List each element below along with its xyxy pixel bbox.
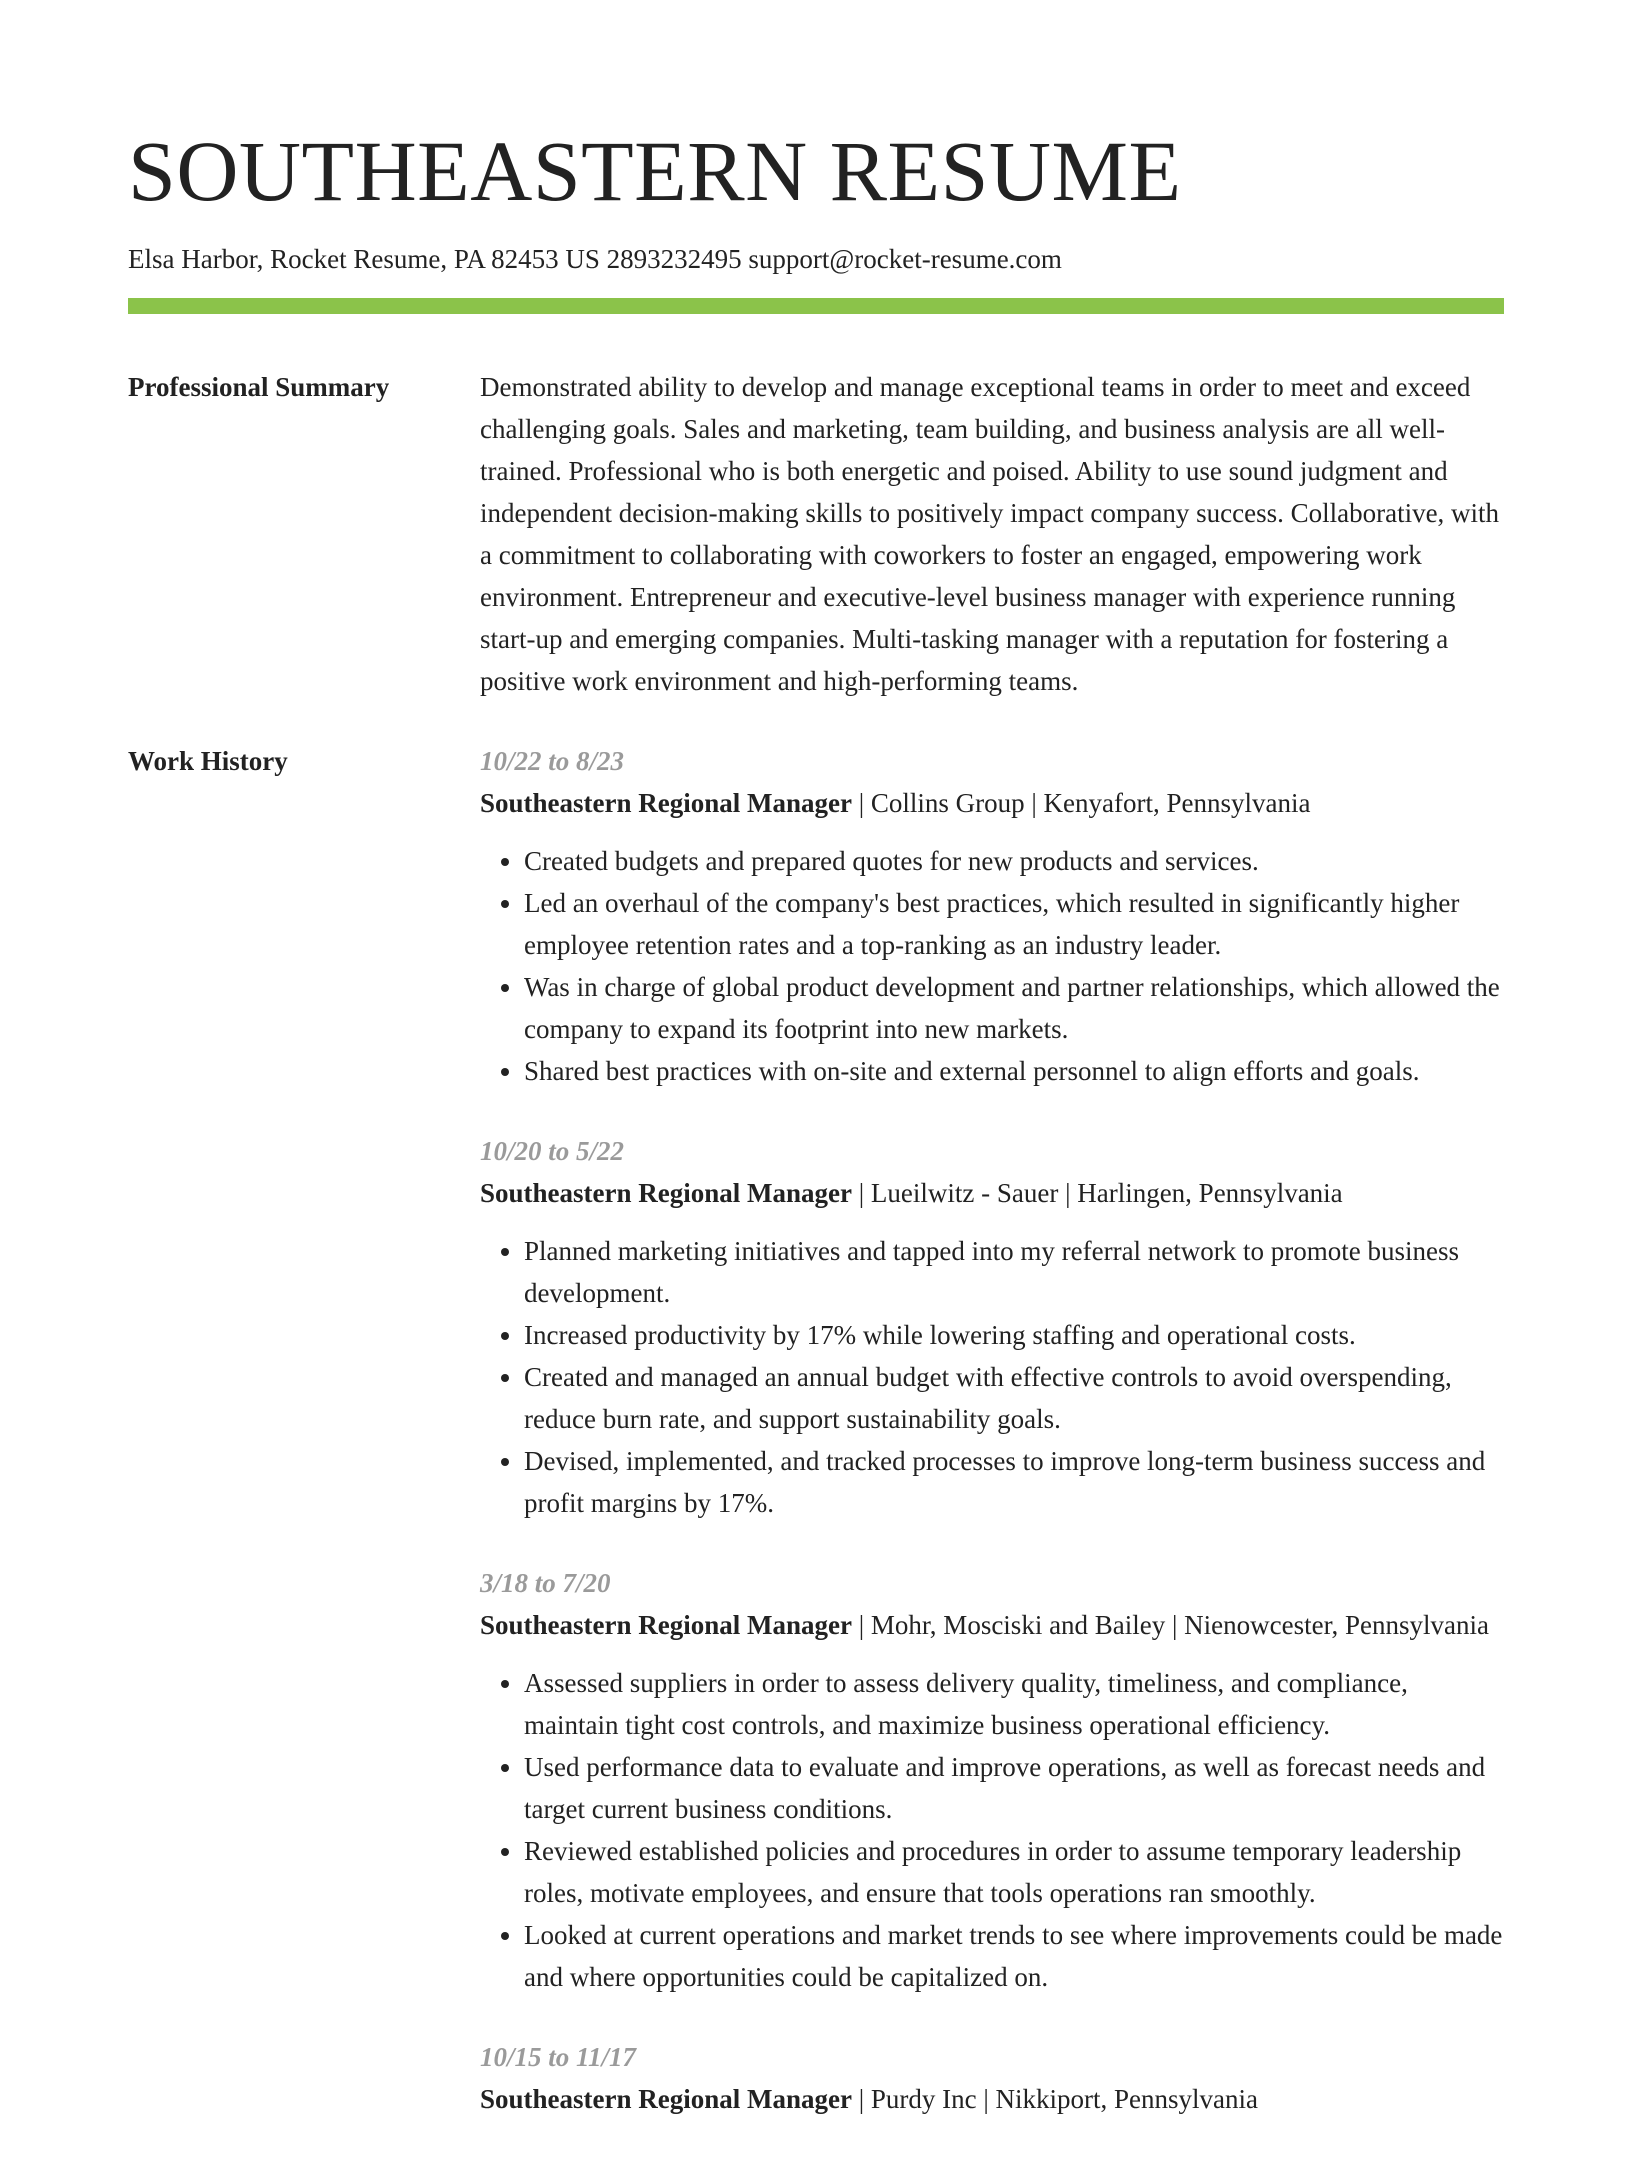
job-heading-line	[480, 1604, 1504, 1646]
job-bullet: • Led an overhaul of the company's best practices, which resulted in significantly higher employee retention rates and a top-ranking as an industry leader.	[524, 882, 1504, 966]
job-heading-line	[480, 2078, 1504, 2120]
job-bullet: • Increased productivity by 17% while lowering staffing and operational costs.	[524, 1314, 1504, 1356]
contact-info: Elsa Harbor, Rocket Resume, PA 82453 US 2893232495 support@rocket-resume.com	[128, 244, 1062, 274]
job-company-location: | Lueilwitz - Sauer | Harlingen, Pennsylvania	[851, 1178, 1343, 1208]
job-entry	[480, 2036, 1504, 2120]
job-bullets	[480, 1662, 1504, 1998]
work-history-section	[128, 740, 1504, 2158]
job-bullet: • Used performance data to evaluate and improve operations, as well as forecast needs and target current business conditions.	[524, 1746, 1504, 1830]
job-company-location: | Purdy Inc | Nikkiport, Pennsylvania	[851, 2084, 1258, 2114]
job-bullet: • Shared best practices with on-site and external personnel to align efforts and goals.	[524, 1050, 1504, 1092]
job-company-location: | Collins Group | Kenyafort, Pennsylvania	[851, 788, 1311, 818]
job-bullet: • Devised, implemented, and tracked processes to improve long-term business success and profit margins by 17%.	[524, 1440, 1504, 1524]
job-bullet: • Looked at current operations and market trends to see where improvements could be made and where opportunities could be capitalized on.	[524, 1914, 1504, 1998]
job-bullet: • Created and managed an annual budget with effective controls to avoid overspending, reduce burn rate, and support sustainability goals.	[524, 1356, 1504, 1440]
job-dates: 10/22 to 8/23	[480, 746, 625, 776]
job-dates: 3/18 to 7/20	[480, 1568, 611, 1598]
job-dates: 10/15 to 11/17	[480, 2042, 637, 2072]
job-bullets	[480, 1230, 1504, 1524]
summary-text: Demonstrated ability to develop and manage exceptional teams in order to meet and exceed challenging goals. Sales and marketing, team building, and business analysis are all well-trained. Professional who is both energetic and poised. Ability to use sound judgment and independent decision-making skills to positively impact company success. Collaborative, with a commitment to collaborating with coworkers to foster an engaged, empowering work environment. Entrepreneur and executive-level business manager with experience running start-up and emerging companies. Multi-tasking manager with a reputation for fostering a positive work environment and high-performing teams.	[480, 372, 1500, 696]
summary-section	[128, 366, 1504, 702]
job-heading-line	[480, 1172, 1504, 1214]
work-history-body	[480, 740, 1504, 2158]
job-bullet: • Reviewed established policies and procedures in order to assume temporary leadership roles, motivate employees, and ensure that tools operations ran smoothly.	[524, 1830, 1504, 1914]
job-dates: 10/20 to 5/22	[480, 1136, 625, 1166]
job-bullet: • Planned marketing initiatives and tapped into my referral network to promote business development.	[524, 1230, 1504, 1314]
job-bullets	[480, 840, 1504, 1092]
resume-page	[128, 0, 1504, 2158]
job-entry	[480, 1130, 1504, 1524]
work-history-heading: Work History	[128, 746, 288, 776]
job-heading-line	[480, 782, 1504, 824]
job-entry	[480, 740, 1504, 1092]
job-entry	[480, 1562, 1504, 1998]
job-title: Southeastern Regional Manager	[480, 2084, 852, 2114]
job-bullet: • Assessed suppliers in order to assess delivery quality, timeliness, and compliance, maintain tight cost controls, and maximize business operational efficiency.	[524, 1662, 1504, 1746]
accent-divider	[128, 298, 1504, 314]
job-bullet: • Was in charge of global product development and partner relationships, which allowed the company to expand its footprint into new markets.	[524, 966, 1504, 1050]
job-title: Southeastern Regional Manager	[480, 1610, 852, 1640]
job-title: Southeastern Regional Manager	[480, 1178, 852, 1208]
job-company-location: | Mohr, Mosciski and Bailey | Nienowcester, Pennsylvania	[851, 1610, 1490, 1640]
job-bullet: • Created budgets and prepared quotes for new products and services.	[524, 840, 1504, 882]
summary-heading: Professional Summary	[128, 372, 390, 402]
job-title: Southeastern Regional Manager	[480, 788, 852, 818]
summary-body	[480, 366, 1504, 702]
resume-title: SOUTHEASTERN RESUME	[128, 123, 1182, 219]
